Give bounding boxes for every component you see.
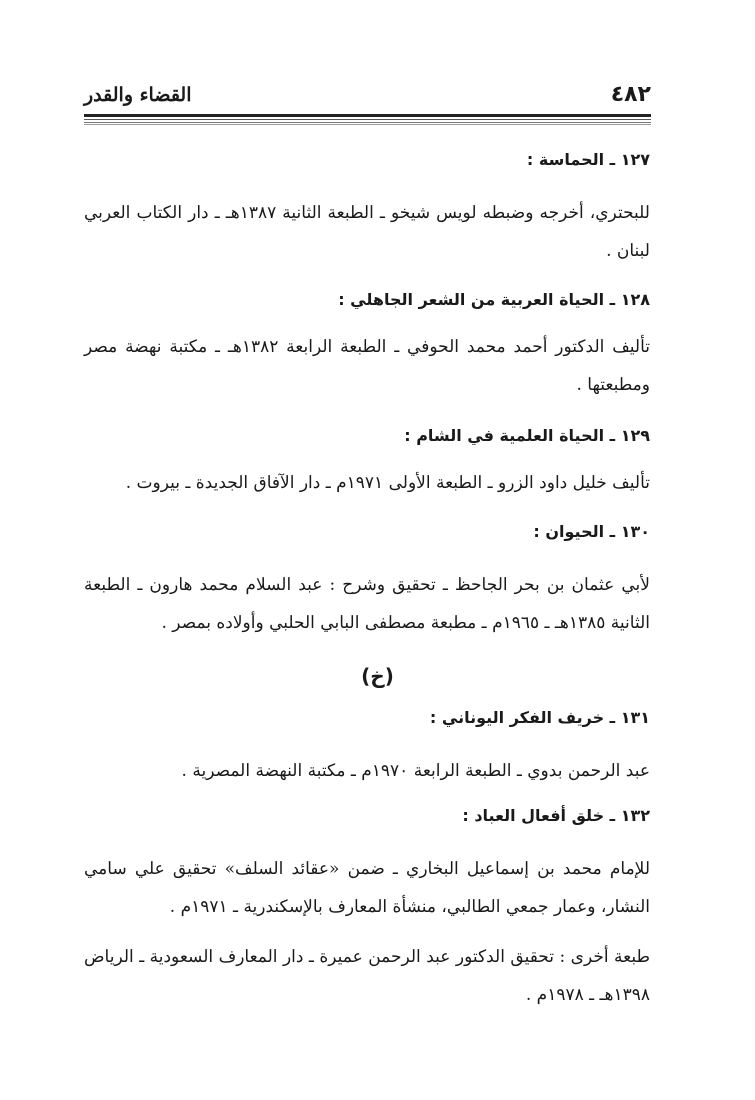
entry-title: ١٢٧ ـ الحماسة : (526, 150, 650, 169)
header-rule (84, 124, 651, 125)
section-letter: (خ) (361, 664, 394, 688)
entry-title: ١٣٢ ـ خلق أفعال العباد : (462, 806, 650, 825)
header-rule (84, 114, 651, 117)
entry-body: تأليف الدكتور أحمد محمد الحوفي ـ الطبعة الرابعة ١٣٨٢هـ ـ مكتبة نهضة مصر ومطبعتها . (84, 337, 651, 395)
header-rule (84, 119, 651, 120)
entry-title: ١٣١ ـ خريف الفكر اليوناني : (429, 708, 650, 727)
page-header (84, 82, 651, 112)
entry-body: للبحتري، أخرجه وضبطه لويس شيخو ـ الطبعة الثانية ١٣٨٧هـ ـ دار الكتاب العربي لبنان . (84, 203, 650, 261)
entry-body: عبد الرحمن بدوي ـ الطبعة الرابعة ١٩٧٠م ـ مكتبة النهضة المصرية . (181, 761, 650, 781)
entry-title: ١٣٠ ـ الحيوان : (533, 522, 650, 541)
entry-body: للإمام محمد بن إسماعيل البخاري ـ ضمن «عقائد السلف» تحقيق علي سامي النشار، وعمار جمعي الطالبي، منشأة المعارف بالإسكندرية ـ ١٩٧١م . (84, 859, 650, 917)
page-number: ٤٨٢ (610, 82, 651, 107)
entry-body: تأليف خليل داود الزرو ـ الطبعة الأولى ١٩٧١م ـ دار الآفاق الجديدة ـ بيروت . (125, 473, 650, 493)
header-rule (84, 122, 651, 123)
entry-body: لأبي عثمان بن بحر الجاحظ ـ تحقيق وشرح : عبد السلام محمد هارون ـ الطبعة الثانية ١٣٨٥هـ ـ ١٩٦٥م ـ مطبعة مصطفى البابي الحلبي وأولاده بمصر . (84, 575, 650, 633)
entry-title: ١٢٨ ـ الحياة العربية من الشعر الجاهلي : (338, 290, 650, 309)
running-title: القضاء والقدر (84, 84, 192, 106)
entry-body-alt-edition: طبعة أخرى : تحقيق الدكتور عبد الرحمن عميرة ـ دار المعارف السعودية ـ الرياض ١٣٩٨هـ ـ ١٩٧٨م . (84, 947, 650, 1005)
entry-title: ١٢٩ ـ الحياة العلمية في الشام : (404, 426, 650, 445)
